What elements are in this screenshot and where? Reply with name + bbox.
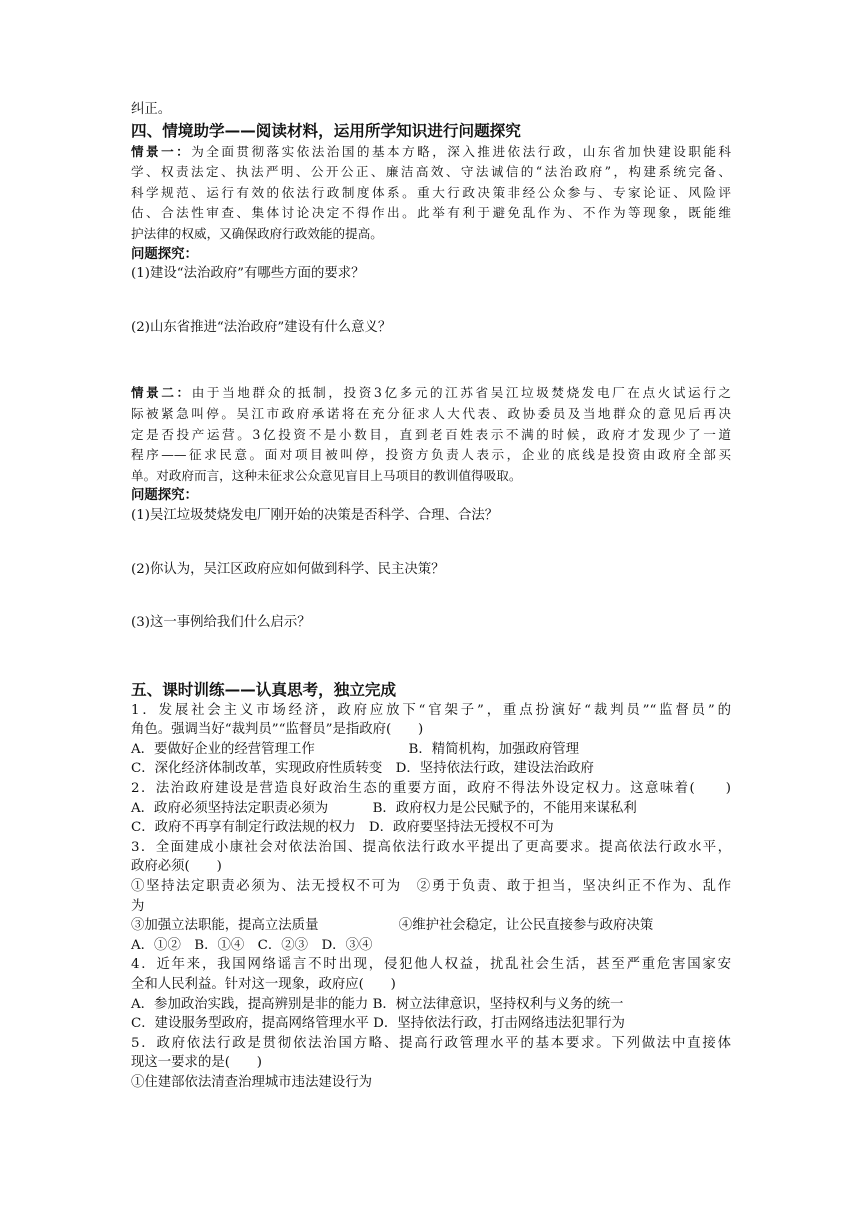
exercise-list — [131, 701, 731, 1093]
scene-1-label: 情景一： — [131, 143, 192, 159]
exercise-line: 5．政府依法行政是贯彻依法治国方略、提高行政管理水平的基本要求。下列做法中直接体 — [131, 1035, 731, 1051]
exercise-line: ①坚持法定职责必须为、法无授权不可为 ②勇于负责、敢于担当，坚决纠正不作为、乱作 — [131, 879, 731, 895]
scene-2-line: 程序——征求民意。面对项目被叫停，投资方负责人表示，企业的底线是投资由政府全部买 — [131, 447, 731, 463]
question-item: (1)建设“法治政府”有哪些方面的要求？ — [131, 266, 365, 282]
scene-1-line: 估、合法性审查、集体讨论决定不得作出。此举有利于避免乱作为、不作为等现象，既能维 — [131, 205, 731, 221]
scene-1-line: 护法律的权威，又确保政府行政效能的提高。 — [131, 225, 383, 241]
section-4-heading: 四、情境助学——阅读材料，运用所学知识进行问题探究 — [131, 121, 521, 140]
exercise-line: A．①② B．①④ C．②③ D．③④ — [131, 937, 373, 953]
scene-2-line: 单。对政府而言，这种未征求公众意见盲目上马项目的教训值得吸取。 — [131, 467, 522, 483]
exercise-line: 为 — [131, 898, 145, 914]
document-page — [131, 100, 731, 1093]
exercise-line: 2．法治政府建设是营造良好政治生态的重要方面，政府不得法外设定权力。这意味着( ) — [131, 781, 731, 797]
question-item: (3)这一事例给我们什么启示？ — [131, 615, 311, 631]
inquiry-label: 问题探究： — [131, 488, 198, 504]
scene-1-line: 学、权责法定、执法严明、公开公正、廉洁高效、守法诚信的“法治政府”，构建系统完备、 — [131, 164, 731, 180]
exercise-line: ③加强立法职能，提高立法质量 ④维护社会稳定，让公民直接参与政府决策 — [131, 918, 654, 934]
exercise-line: 角色。强调当好“裁判员”“监督员”是指政府( ) — [131, 722, 424, 738]
exercise-line: 全和人民利益。针对这一现象，政府应( ) — [131, 977, 396, 992]
scene-2-line: 际被紧急叫停。吴江市政府承诺将在充分征求人大代表、政协委员及当地群众的意见后再决 — [131, 405, 731, 421]
question-item: (1)吴江垃圾焚烧发电厂刚开始的决策是否科学、合理、合法？ — [131, 507, 499, 523]
exercise-line: A．政府必须坚持法定职责必须为 B．政府权力是公民赋予的，不能用来谋私利 — [131, 800, 637, 816]
exercise-line: 现这一要求的是( ) — [131, 1055, 262, 1071]
exercise-line: A．要做好企业的经营管理工作 B．精简机构，加强政府管理 — [131, 741, 580, 757]
scene-2 — [131, 383, 731, 632]
exercise-line: 4．近年来，我国网络谣言不时出现，侵犯他人权益，扰乱社会生活，甚至严重危害国家安 — [131, 957, 731, 973]
exercise-line: C．政府不再享有制定行政法规的权力 D．政府要坚持法无授权不可为 — [131, 820, 554, 836]
continuation-line: 纠正。 — [131, 102, 172, 117]
question-item: (2)山东省推进“法治政府”建设有什么意义？ — [131, 319, 392, 335]
scene-2-line: 定是否投产运营。3亿投资不是小数目，直到老百姓表示不满的时候，政府才发现少了一道 — [131, 426, 731, 442]
exercise-line: ①住建部依法清查治理城市违法建设行为 — [131, 1074, 373, 1090]
scene-2-label: 情景二： — [131, 385, 192, 401]
inquiry-label: 问题探究： — [131, 246, 198, 262]
section-5-heading: 五、课时训练——认真思考，独立完成 — [131, 680, 397, 699]
exercise-line: A．参加政治实践，提高辨别是非的能力 B．树立法律意识，坚持权利与义务的统一 — [131, 996, 624, 1012]
scene-1-line: 情景一：为全面贯彻落实依法治国的基本方略，深入推进依法行政，山东省加快建设职能科 — [131, 143, 732, 159]
exercise-line: 1．发展社会主义市场经济，政府应放下“官架子”，重点扮演好“裁判员”“监督员”的 — [131, 702, 731, 718]
scene-1 — [131, 142, 731, 338]
exercise-line: 3．全面建成小康社会对依法治国、提高依法行政水平提出了更高要求。提高依法行政水平， — [131, 839, 731, 855]
exercise-line: C．深化经济体制改革，实现政府性质转变 D．坚持依法行政，建设法治政府 — [131, 761, 594, 777]
scene-2-line: 情景二：由于当地群众的抵制，投资3亿多元的江苏省吴江垃圾焚烧发电厂在点火试运行之 — [131, 385, 731, 401]
exercise-line: 政府必须( ) — [131, 859, 222, 875]
exercise-line: C．建设服务型政府，提高网络管理水平 D．坚持依法行政，打击网络违法犯罪行为 — [131, 1016, 625, 1032]
scene-1-line: 科学规范、运行有效的依法行政制度体系。重大行政决策非经公众参与、专家论证、风险评 — [131, 184, 731, 200]
question-item: (2)你认为，吴江区政府应如何做到科学、民主决策？ — [131, 561, 445, 577]
